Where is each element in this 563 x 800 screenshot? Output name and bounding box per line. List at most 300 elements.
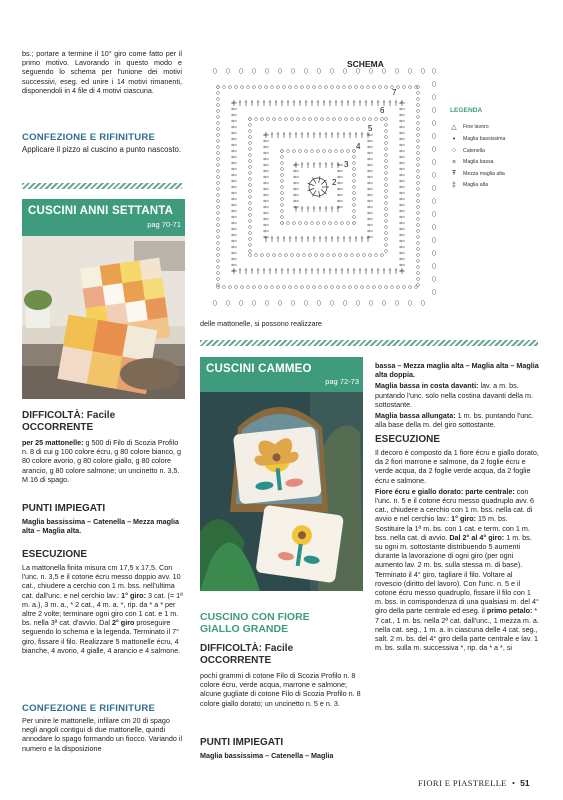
chain-mark [349, 86, 352, 89]
legend-title: LEGENDA [450, 107, 483, 114]
occorrente-heading-2: OCCORRENTE [200, 654, 272, 666]
chain-mark [217, 218, 220, 221]
chain-mark [217, 122, 220, 125]
chain-mark [309, 118, 312, 121]
chain-mark [403, 286, 406, 289]
chain-mark [283, 86, 286, 89]
giro2-label: 2° giro [111, 618, 135, 628]
chain-mark [281, 216, 284, 219]
chain-mark [317, 150, 320, 153]
chain-mark [373, 286, 376, 289]
page-footer [418, 778, 530, 788]
chain-mark [285, 118, 288, 121]
chain-mark [217, 242, 220, 245]
chain-mark [291, 69, 295, 74]
banner-cammeo [200, 357, 363, 392]
difficolta-text-2: DIFFICOLTÀ: Facile [200, 643, 294, 654]
chain-mark [217, 98, 220, 101]
chain-mark [217, 140, 220, 143]
chain-mark [385, 196, 388, 199]
chain-mark [339, 254, 342, 257]
chain-mark [321, 254, 324, 257]
chain-mark [217, 188, 220, 191]
legend-label: Mezza maglia alta [463, 170, 505, 177]
chain-mark [304, 301, 308, 306]
chain-mark [357, 118, 360, 121]
chain-mark [291, 301, 295, 306]
chain-mark [385, 178, 388, 181]
chain-mark [417, 254, 420, 257]
allungata-paragraph [375, 411, 539, 429]
chain-mark [217, 86, 220, 89]
chain-mark [337, 86, 340, 89]
chain-mark [307, 86, 310, 89]
chain-mark [357, 254, 360, 257]
legend-symbol: ‡ [452, 181, 456, 189]
chain-mark [432, 264, 436, 269]
chain-mark [303, 118, 306, 121]
chain-mark [330, 301, 334, 306]
chain-mark [217, 194, 220, 197]
punti-title-1: PUNTI IMPIEGATI [22, 503, 106, 514]
chain-mark [303, 254, 306, 257]
chain-mark [331, 286, 334, 289]
chain-mark [301, 86, 304, 89]
esecuzione-part-a: La mattonella finita misura cm 17,5 x 17,5. Con l'unc. n. 3,5 e il cotone écru messo doppio avv. 10 cat., chiudere a cerchio con 1 m. bss. nell'ultima cat. dall'unc. e nel cerchio lav.: [22, 563, 181, 600]
legend-label: Fine lavoro [463, 124, 489, 130]
chain-mark [417, 278, 420, 281]
round-number: 4 [356, 142, 361, 151]
chain-mark [432, 108, 436, 113]
chain-mark [253, 86, 256, 89]
chain-mark [345, 118, 348, 121]
chain-mark [217, 230, 220, 233]
chain-mark [235, 286, 238, 289]
chain-mark [432, 251, 436, 256]
chain-mark [385, 202, 388, 205]
chain-mark [385, 208, 388, 211]
cuscino-subhead: CUSCINO CON FIORE GIALLO GRANDE [200, 611, 310, 635]
column-left [22, 49, 182, 95]
chain-mark [297, 254, 300, 257]
chain-mark [317, 69, 321, 74]
chain-mark [217, 176, 220, 179]
chain-mark [353, 222, 356, 225]
chain-mark [217, 278, 220, 281]
chain-mark [249, 172, 252, 175]
chain-mark [333, 118, 336, 121]
chain-mark [249, 136, 252, 139]
chain-mark [417, 206, 420, 209]
giro1-label-3: 1° giro: [451, 514, 477, 524]
chain-mark [417, 188, 420, 191]
chain-mark [395, 301, 399, 306]
chain-mark [217, 254, 220, 257]
legend-list [450, 123, 534, 189]
chain-mark [217, 158, 220, 161]
chain-mark [325, 286, 328, 289]
schema-title: SCHEMA [347, 59, 384, 69]
chain-mark [249, 184, 252, 187]
chain-mark [265, 301, 269, 306]
chain-mark [432, 199, 436, 204]
chain-mark [271, 286, 274, 289]
chain-mark [432, 121, 436, 126]
divider-stripe-2 [200, 340, 538, 346]
chain-mark [259, 86, 262, 89]
confezione-title-1: CONFEZIONE E RIFINITURE [22, 132, 156, 143]
chain-mark [217, 236, 220, 239]
chain-mark [432, 173, 436, 178]
chain-mark [331, 86, 334, 89]
chain-mark [353, 198, 356, 201]
chain-mark [337, 286, 340, 289]
chain-mark [217, 200, 220, 203]
chain-mark [417, 194, 420, 197]
center-stitch [308, 183, 315, 185]
chain-mark [353, 150, 356, 153]
chain-mark [432, 212, 436, 217]
chain-mark [217, 164, 220, 167]
chain-mark [385, 148, 388, 151]
chain-mark [382, 69, 386, 74]
chain-mark [347, 150, 350, 153]
chain-mark [397, 286, 400, 289]
chain-mark [343, 69, 347, 74]
chain-mark [261, 118, 264, 121]
chain-mark [217, 206, 220, 209]
chain-mark [278, 69, 282, 74]
chain-mark [353, 186, 356, 189]
chain-mark [265, 286, 268, 289]
chain-mark [373, 86, 376, 89]
column-right [375, 361, 539, 652]
punti-cont: bassa – Mezza maglia alta – Maglia alta – Maglia alta doppia. [375, 361, 539, 380]
chain-mark [289, 286, 292, 289]
chain-mark [417, 122, 420, 125]
legend-item [450, 136, 534, 143]
chain-mark [249, 130, 252, 133]
banner-anni-settanta [22, 199, 185, 236]
chain-mark [417, 110, 420, 113]
chain-mark [249, 160, 252, 163]
chain-mark [409, 86, 412, 89]
chain-mark [217, 134, 220, 137]
chain-mark [278, 301, 282, 306]
chain-mark [391, 286, 394, 289]
chain-mark [432, 238, 436, 243]
chain-mark [417, 176, 420, 179]
chain-mark [261, 254, 264, 257]
chain-mark [241, 286, 244, 289]
chain-mark [385, 166, 388, 169]
chain-mark [217, 92, 220, 95]
chain-mark [217, 152, 220, 155]
punti-text-1: Maglia bassissima – Catenella – Mezza maglia alta – Maglia alta. [22, 517, 179, 536]
chain-mark [385, 172, 388, 175]
chain-mark [408, 69, 412, 74]
chain-mark [226, 301, 230, 306]
chain-mark [235, 86, 238, 89]
chain-mark [259, 286, 262, 289]
chain-mark [249, 226, 252, 229]
chain-mark [217, 182, 220, 185]
chain-mark [281, 198, 284, 201]
chain-mark [239, 301, 243, 306]
chain-mark [369, 69, 373, 74]
chain-mark [279, 254, 282, 257]
chain-mark [229, 286, 232, 289]
chain-mark [367, 286, 370, 289]
chain-mark [361, 286, 364, 289]
chain-mark [363, 118, 366, 121]
chain-mark [311, 150, 314, 153]
chain-mark [353, 204, 356, 207]
chain-mark [249, 142, 252, 145]
chain-mark [417, 146, 420, 149]
esecuzione-part-b: 3 cat. (= 1ª m. a.), 3 m. a., * 2 cat., 4 m. a. *, rip. da * a * per altre 2 volte; terminare ogni giro con 1 cat. e 1 m. bs. nella 3ª cat. d'avvio. Dal [22, 590, 183, 628]
chain-mark [385, 154, 388, 157]
chain-mark [217, 146, 220, 149]
chain-mark [408, 301, 412, 306]
magazine-title: FIORI E PIASTRELLE [418, 778, 507, 788]
legend-label: Maglia bassa [463, 159, 494, 165]
chain-mark [369, 118, 372, 121]
confezione-text-2: Per unire le mattonelle, infilare cm 20 di spago negli angoli contigui di due mattonelle, quindi annodare lo spago formando un fiocco. Variando il numero e la disposizione [22, 716, 183, 753]
chain-mark [421, 69, 425, 74]
chain-mark [353, 210, 356, 213]
chain-mark [281, 156, 284, 159]
occorrente-lead: per 25 mattonelle: [22, 438, 84, 447]
chain-mark [307, 286, 310, 289]
chain-mark [385, 244, 388, 247]
chain-mark [249, 214, 252, 217]
confezione-text-1: Applicare il pizzo al cuscino a punto nascosto. [22, 145, 182, 154]
chain-mark [217, 128, 220, 131]
chain-mark [295, 286, 298, 289]
chain-mark [305, 222, 308, 225]
chain-mark [249, 244, 252, 247]
chain-mark [385, 214, 388, 217]
chain-mark [213, 301, 217, 306]
chain-mark [381, 118, 384, 121]
chain-mark [353, 192, 356, 195]
chain-mark [281, 186, 284, 189]
chain-mark [353, 180, 356, 183]
chain-mark [417, 200, 420, 203]
round-number: 7 [392, 88, 397, 97]
chain-mark [325, 86, 328, 89]
chain-mark [255, 254, 258, 257]
chain-mark [313, 286, 316, 289]
legend-label: Maglia bassissima [463, 136, 506, 142]
chain-mark [273, 118, 276, 121]
divider-stripe [22, 183, 182, 189]
chain-mark [281, 168, 284, 171]
petalo-text: * 7 cat., 1 m. bs. nella 2ª cat. dall'unc., 1 mezza m. a. nella cat. seg., 1 m. a. in ciascuna delle 4 cat. seg., salt. 2 m. bs. del 4° giro della parte centrale e lav. 1 m. bs. sulla m. successiva *, rip. da * a *, si [375, 606, 539, 653]
chain-mark [253, 286, 256, 289]
esecuzione-text-2: Il decoro è composto da 1 fiore écru e giallo dorato, da 2 fiori marrone e salmone, da 2 foglie écru e verde acqua, da 2 foglie verde acqua, da 2 foglie écru e salmone. [375, 447, 539, 485]
chain-mark [385, 220, 388, 223]
chain-mark [341, 150, 344, 153]
chain-mark [299, 150, 302, 153]
chain-mark [281, 204, 284, 207]
chain-mark [379, 86, 382, 89]
allungata-label: Maglia bassa allungata: [375, 411, 456, 421]
banner-title: CUSCINI ANNI SETTANTA [28, 205, 174, 217]
chain-mark [335, 222, 338, 225]
chain-mark [217, 260, 220, 263]
chain-mark [432, 160, 436, 165]
chain-mark [353, 168, 356, 171]
chain-mark [217, 284, 220, 287]
chain-mark [315, 118, 318, 121]
legend-item [450, 123, 534, 131]
chain-mark [299, 222, 302, 225]
chain-mark [367, 86, 370, 89]
chain-mark [349, 286, 352, 289]
chain-mark [291, 254, 294, 257]
banner-title-cammeo: CUSCINI CAMMEO [206, 363, 312, 375]
giro1-text-3: 15 m. bs. Sostituire la 1ª m. bs. con 1 cat. e term. con 1 m. bss. nella cat. di avvio. [375, 514, 530, 542]
chain-mark [249, 220, 252, 223]
chain-mark [281, 222, 284, 225]
chain-mark [385, 124, 388, 127]
chain-mark [281, 180, 284, 183]
chain-mark [385, 86, 388, 89]
costa-text: lav. a m. bs. puntando l'unc. solo nella costina davanti della m. sottostante. [375, 381, 534, 409]
chain-mark [385, 160, 388, 163]
banner-pages-cammeo: pag 72-73 [325, 377, 359, 386]
chain-mark [421, 301, 425, 306]
chain-mark [249, 232, 252, 235]
fiore-label: Fiore écru e giallo dorato: parte centrale: [375, 486, 515, 496]
occorrente-heading: OCCORRENTE [22, 421, 94, 433]
chain-mark [356, 301, 360, 306]
chain-mark [385, 118, 388, 121]
legend-item [450, 170, 534, 177]
chain-mark [281, 210, 284, 213]
chain-mark [375, 254, 378, 257]
costa-paragraph [375, 381, 539, 409]
chain-mark [249, 238, 252, 241]
legend-item [450, 159, 534, 166]
schema-box [200, 49, 538, 314]
center-stitch [319, 191, 320, 198]
banner-pages: pag 70-71 [147, 220, 181, 229]
chain-mark [385, 250, 388, 253]
center-stitch [319, 176, 320, 183]
legend [450, 107, 534, 193]
page-number: 51 [520, 778, 530, 788]
chain-mark [385, 238, 388, 241]
chain-mark [217, 110, 220, 113]
chain-mark [267, 254, 270, 257]
chain-mark [249, 178, 252, 181]
fiore-text: con l'unc. n. 5 e il cotone écru messo quadruplo avv. 6 cat., chiudere a cerchio con 1 m. bss. nella cat. di avvio e nel cerchio lav.: [375, 486, 535, 524]
legend-symbol: Ŧ [451, 170, 457, 177]
chain-mark [333, 254, 336, 257]
chain-mark [417, 152, 420, 155]
chain-mark [293, 222, 296, 225]
chain-mark [417, 248, 420, 251]
chain-mark [287, 150, 290, 153]
chain-mark [432, 134, 436, 139]
legend-label: Maglia alta [463, 182, 489, 188]
chain-mark [317, 301, 321, 306]
chain-mark [397, 86, 400, 89]
chain-mark [417, 212, 420, 215]
chain-mark [379, 286, 382, 289]
chain-mark [417, 128, 420, 131]
chain-mark [281, 150, 284, 153]
photo-cushions-cammeo [200, 392, 363, 591]
chain-mark [417, 86, 420, 89]
fiore-paragraph [375, 487, 539, 653]
legend-item [450, 147, 534, 154]
chain-mark [291, 118, 294, 121]
chain-mark [353, 216, 356, 219]
chain-mark [319, 86, 322, 89]
chain-mark [417, 116, 420, 119]
chain-mark [287, 222, 290, 225]
chain-mark [321, 118, 324, 121]
chain-mark [345, 254, 348, 257]
chain-mark [241, 86, 244, 89]
difficolta-label-1 [22, 410, 187, 433]
allungata-text: 1 m. bs. puntando l'unc. alla base della m. del giro sottostante. [375, 411, 534, 430]
chain-mark [353, 156, 356, 159]
chain-mark [267, 118, 270, 121]
chain-mark [432, 225, 436, 230]
chain-mark [330, 69, 334, 74]
legend-symbol: • [452, 135, 456, 143]
esecuzione-title-1: ESECUZIONE [22, 549, 88, 560]
chain-mark [252, 69, 256, 74]
chain-mark [382, 301, 386, 306]
chain-mark [417, 158, 420, 161]
chain-mark [295, 86, 298, 89]
punti-text-2: Maglia bassissima – Catenella – Maglia [200, 751, 334, 760]
schema-caption: delle mattonelle, si possono realizzare [200, 319, 322, 328]
chain-mark [249, 154, 252, 157]
esecuzione-text-1 [22, 563, 186, 655]
chain-mark [277, 286, 280, 289]
chain-mark [432, 69, 436, 74]
round-number: 6 [380, 106, 385, 115]
chain-mark [381, 254, 384, 257]
chain-mark [385, 142, 388, 145]
legend-item [450, 182, 534, 189]
chain-mark [249, 148, 252, 151]
chain-mark [223, 286, 226, 289]
chain-mark [265, 69, 269, 74]
chain-mark [249, 202, 252, 205]
chain-mark [247, 86, 250, 89]
legend-symbol: △ [451, 124, 457, 131]
chain-mark [417, 224, 420, 227]
chain-mark [217, 116, 220, 119]
chain-mark [279, 118, 282, 121]
chain-mark [217, 266, 220, 269]
chain-mark [355, 286, 358, 289]
chain-mark [301, 286, 304, 289]
difficolta-label-2 [200, 643, 365, 666]
chain-mark [351, 254, 354, 257]
chain-mark [217, 224, 220, 227]
chain-mark [339, 118, 342, 121]
chain-mark [249, 190, 252, 193]
